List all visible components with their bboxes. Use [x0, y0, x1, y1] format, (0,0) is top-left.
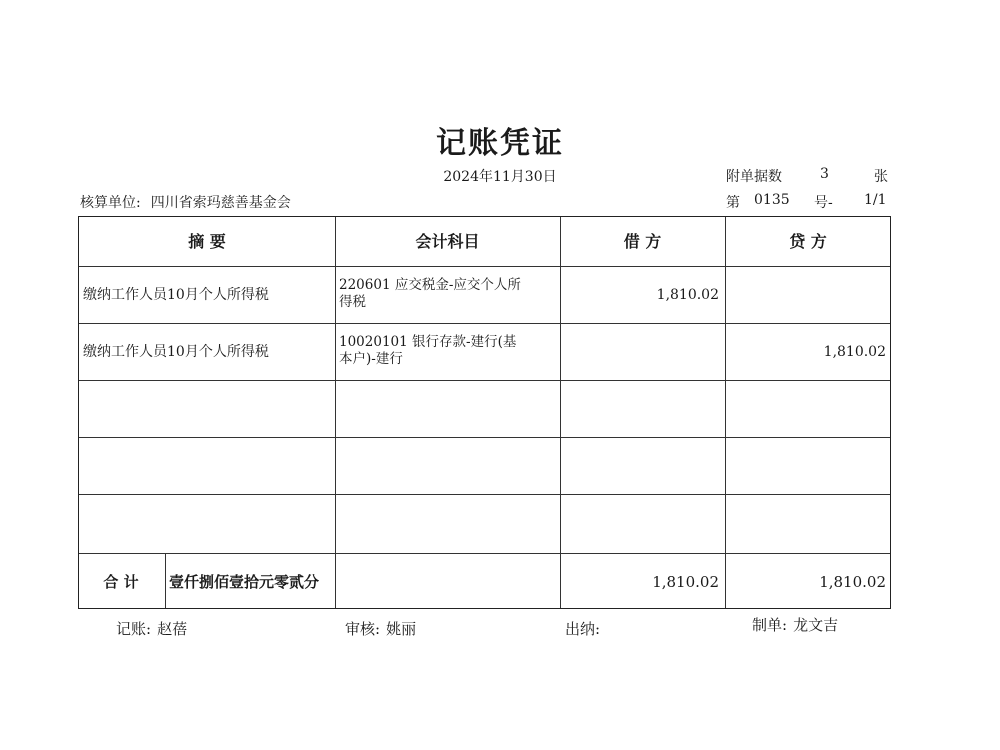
header-debit: 借 方 [623, 232, 662, 251]
row-account-line1: 10020101 银行存款-建行(基 [339, 334, 517, 350]
signature-reviewer [345, 618, 416, 639]
accounting-unit-name: 四川省索玛慈善基金会 [150, 195, 291, 211]
header-credit: 贷 方 [789, 232, 827, 251]
header-account: 会计科目 [415, 232, 480, 251]
voucher-number-value: 0135 [754, 192, 790, 208]
voucher-date: 2024年11月30日 [443, 169, 557, 185]
signature-bookkeeper [116, 618, 187, 639]
row-account-line2: 本户)-建行 [339, 351, 403, 367]
row-debit: 1,810.02 [656, 287, 719, 303]
voucher-title: 记账凭证 [436, 126, 564, 161]
voucher-page-of: 1/1 [864, 192, 887, 208]
row-summary: 缴纳工作人员10月个人所得税 [83, 287, 269, 303]
row-summary: 缴纳工作人员10月个人所得税 [83, 344, 269, 360]
total-credit: 1,810.02 [819, 573, 886, 591]
voucher-number-suffix: 号- [814, 195, 833, 211]
voucher-number-prefix: 第 [726, 195, 740, 211]
voucher-table [78, 216, 891, 609]
signature-cashier [565, 618, 600, 639]
total-amount-words: 壹仟捌佰壹拾元零贰分 [169, 573, 320, 591]
attachments-number: 3 [820, 166, 829, 182]
row-credit: 1,810.02 [823, 344, 886, 360]
reviewer-name: 姚丽 [386, 620, 417, 638]
preparer-name: 龙文吉 [793, 616, 839, 634]
signature-preparer [752, 614, 838, 635]
row-account-line1: 220601 应交税金-应交个人所 [339, 277, 521, 293]
reviewer-label: 审核: [345, 620, 381, 638]
total-label: 合 计 [103, 573, 139, 591]
row-credit [728, 267, 886, 324]
attachments-unit: 张 [874, 169, 888, 185]
accounting-unit-label: 核算单位: [80, 195, 141, 211]
row-account-line2: 得税 [339, 294, 366, 310]
row-account [339, 334, 557, 368]
accounting-unit [80, 192, 291, 212]
attachments-label: 附单据数 [726, 169, 782, 185]
attachments-count [726, 166, 888, 186]
preparer-label: 制单: [752, 616, 788, 634]
bookkeeper-label: 记账: [116, 620, 152, 638]
row-account [339, 277, 557, 311]
cashier-label: 出纳: [565, 620, 601, 638]
header-summary: 摘 要 [188, 232, 226, 251]
bookkeeper-name: 赵蓓 [157, 620, 188, 638]
row-debit [563, 324, 719, 381]
total-debit: 1,810.02 [652, 573, 719, 591]
